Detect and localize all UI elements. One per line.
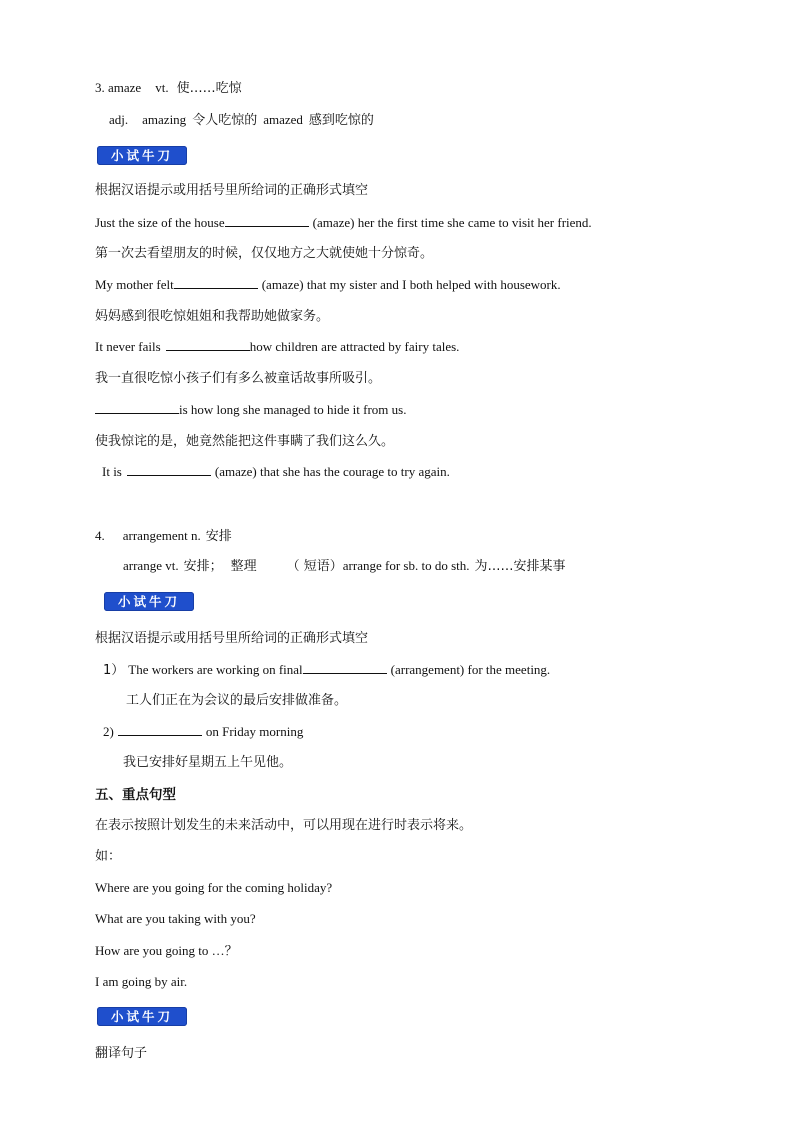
pos-vt: vt. bbox=[155, 80, 169, 95]
exercise-sentence: It is (amaze) that she has the courage to try again. bbox=[102, 464, 450, 479]
instruction-text: 根据汉语提示或用括号里所给词的正确形式填空 bbox=[95, 631, 369, 646]
word-arrangement: arrangement n. bbox=[122, 528, 201, 543]
exercise-sentence: is how long she managed to hide it from us. bbox=[95, 402, 406, 418]
section-5-title: 五、重点句型 bbox=[95, 787, 176, 803]
answer-blank[interactable] bbox=[225, 215, 309, 227]
word-amazing: amazing bbox=[142, 112, 187, 127]
practice-badge: 小试牛刀 bbox=[97, 1007, 187, 1026]
instruction-text: 翻译句子 bbox=[95, 1046, 148, 1061]
answer-blank[interactable] bbox=[118, 724, 202, 736]
answer-blank[interactable] bbox=[127, 464, 211, 476]
word-amaze: 3. amaze bbox=[95, 80, 142, 95]
exercise-translation: 我一直很吃惊小孩子们有多么被童话故事所吸引。 bbox=[95, 371, 382, 386]
arrange-forms-line: arrange vt. 安排； 整理 （ 短语）arrange for sb. to do sth. 为……安排某事 bbox=[123, 558, 566, 574]
practice-badge: 小试牛刀 bbox=[97, 146, 187, 165]
exercise-translation: 第一次去看望朋友的时候，仅仅地方之大就使她十分惊奇。 bbox=[95, 246, 434, 261]
answer-blank[interactable] bbox=[174, 277, 258, 289]
example-sentence: I am going by air. bbox=[95, 974, 188, 989]
example-sentence: Where are you going for the coming holiday? bbox=[95, 880, 333, 895]
example-label: 如： bbox=[95, 849, 122, 864]
exercise-sentence: My mother felt (amaze) that my sister and I both helped with housework. bbox=[95, 277, 561, 292]
grammar-description: 在表示按照计划发生的未来活动中，可以用现在进行时表示将来。 bbox=[95, 818, 473, 833]
meaning-arrangement: 安排 bbox=[205, 529, 232, 544]
section-4-heading bbox=[95, 528, 232, 545]
exercise-translation: 我已安排好星期五上午见他。 bbox=[123, 755, 293, 770]
exercise-sentence: 2) on Friday morning bbox=[103, 724, 304, 739]
exercise-sentence: It never fails how children are attracted by fairy tales. bbox=[95, 339, 460, 354]
exercise-sentence: 1） The workers are working on final (arrangement) for the meeting. bbox=[103, 662, 551, 678]
example-sentence: What are you taking with you? bbox=[95, 911, 256, 926]
word-amazed: amazed bbox=[263, 112, 303, 127]
exercise-translation: 妈妈感到很吃惊姐姐和我帮助她做家务。 bbox=[95, 309, 330, 324]
example-sentence: How are you going to …？ bbox=[95, 943, 238, 958]
exercise-translation: 工人们正在为会议的最后安排做准备。 bbox=[126, 693, 348, 708]
item-number: 4. bbox=[95, 528, 105, 543]
adj-forms-line bbox=[109, 112, 374, 129]
exercise-translation: 使我惊诧的是，她竟然能把这件事瞒了我们这么久。 bbox=[95, 434, 395, 449]
answer-blank[interactable] bbox=[303, 662, 387, 674]
pos-adj: adj. bbox=[109, 112, 129, 127]
answer-blank[interactable] bbox=[166, 339, 250, 351]
meaning-amaze: 使……吃惊 bbox=[176, 81, 242, 96]
practice-badge: 小试牛刀 bbox=[104, 592, 194, 611]
meaning-amazed: 感到吃惊的 bbox=[308, 113, 374, 128]
meaning-amazing: 令人吃惊的 bbox=[192, 113, 258, 128]
instruction-text: 根据汉语提示或用括号里所给词的正确形式填空 bbox=[95, 183, 369, 198]
answer-blank[interactable] bbox=[95, 402, 179, 414]
section-3-heading bbox=[95, 80, 242, 97]
exercise-sentence: Just the size of the house (amaze) her the first time she came to visit her friend. bbox=[95, 215, 592, 230]
